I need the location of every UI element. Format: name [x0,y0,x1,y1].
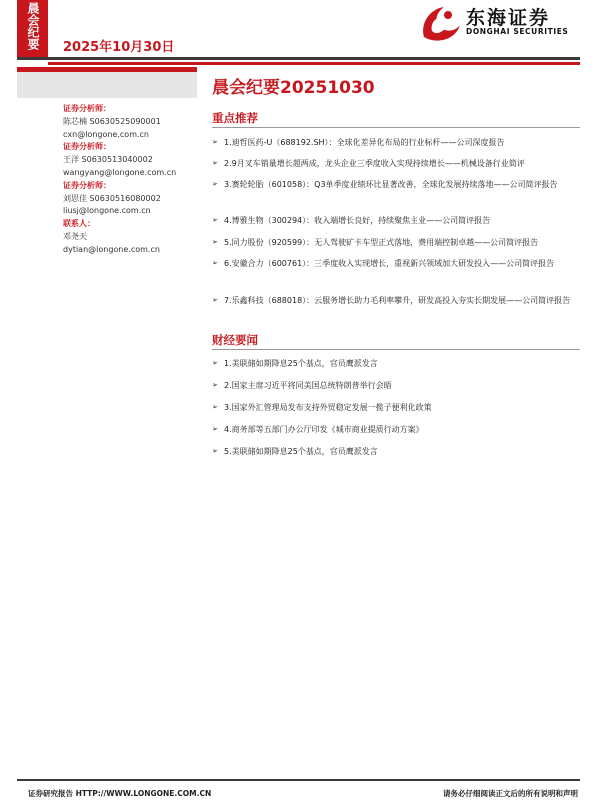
recommend-item-text: 2.9月叉车销量增长超两成，龙头企业三季度收入实现持续增长——机械设备行业简评 [224,159,525,168]
analyst-email: cxn@longone.com.cn [63,129,149,139]
logo-cn-text: 东海证券 [466,7,551,29]
analyst-label: 证券分析师： [63,142,111,152]
section-divider [212,349,580,350]
contact-name: 邓尧天 [63,231,87,241]
analyst-name-id: 陈芯楠 S0630525090001 [63,116,161,126]
analyst-entry [63,103,176,141]
recommend-item-text: 6.安徽合力（600761）：三季度收入实现增长，重视新兴领域加大研发投入——公司简评报告 [224,259,555,268]
bullet-arrow-icon: ➢ [212,296,218,304]
side-tab-label: 晨会纪要 [26,2,40,50]
analyst-email: liusj@longone.com.cn [63,206,151,216]
footer-left[interactable]: 证券研究报告 HTTP://WWW.LONGONE.COM.CN [28,789,212,798]
recommend-item-text: 3.赛轮轮胎（601058）：Q3单季度业绩环比显著改善，全球化发展持续落地——公司简评报告 [224,180,558,189]
recommend-item-text: 7.乐鑫科技（688018）：云服务增长助力毛利率攀升，研发高投入夯实长期发展——公司简评报告 [224,296,571,305]
analyst-name-id: 王洋 S0630513040002 [63,155,153,165]
bullet-arrow-icon: ➢ [212,425,218,433]
section-title-news: 财经要闻 [212,333,258,347]
news-item-text: 1.美联储如期降息25个基点，官员鹰派发言 [224,359,378,368]
recommend-item[interactable] [212,178,580,191]
bullet-arrow-icon: ➢ [212,447,218,455]
recommend-item[interactable] [212,236,580,249]
contact-entry [63,218,176,256]
news-item[interactable] [212,357,580,370]
recommend-item[interactable] [212,214,580,227]
recommend-item-text: 1.迪哲医药-U（688192.SH）：全球化差异化布局的行业标杆——公司深度报告 [224,138,505,147]
news-item-text: 2.国家主席习近平将同美国总统特朗普举行会晤 [224,381,392,390]
recommend-item[interactable] [212,136,580,149]
contact-label: 联系人： [63,219,95,229]
header-rule-red [48,62,580,65]
bullet-arrow-icon: ➢ [212,259,218,267]
news-item[interactable] [212,423,580,436]
bullet-arrow-icon: ➢ [212,138,218,146]
news-item[interactable] [212,401,580,414]
analyst-label: 证券分析师： [63,104,111,113]
logo-en-text: DONGHAI SECURITIES [466,27,569,36]
news-item-text: 4.商务部等五部门办公厅印发《城市商业提质行动方案》 [224,425,424,434]
bullet-arrow-icon: ➢ [212,403,218,411]
bullet-arrow-icon: ➢ [212,180,218,188]
bullet-arrow-icon: ➢ [212,216,218,224]
analyst-email: wangyang@longone.com.cn [63,167,177,177]
recommend-item[interactable] [212,294,580,307]
section-title-recommend: 重点推荐 [212,111,258,125]
analyst-name-id: 刘思佳 S0630516080002 [63,193,161,203]
recommend-item[interactable] [212,257,580,270]
news-item[interactable] [212,379,580,392]
news-item-text: 5.美联储如期降息25个基点，官员鹰派发言 [224,447,378,456]
recommend-item-text: 5.同力股份（920599）：无人驾驶矿卡车型正式落地，费用端控制卓越——公司简评报告 [224,238,539,247]
report-date: 2025年10月30日 [63,40,175,55]
contact-email: dytian@longone.com.cn [63,244,160,254]
bullet-arrow-icon: ➢ [212,238,218,246]
wave-logo-icon [418,1,462,45]
analyst-entry [63,141,176,179]
footer-disclaimer: 请务必仔细阅读正文后的所有说明和声明 [443,789,578,798]
page-title: 晨会纪要20251030 [212,78,375,98]
sidebar-grey-block [17,72,197,98]
news-item[interactable] [212,445,580,458]
analyst-list [63,103,176,257]
bullet-arrow-icon: ➢ [212,359,218,367]
news-item-text: 3.国家外汇管理局发布支持外贸稳定发展一揽子便利化政策 [224,403,432,412]
header-rule [17,57,580,60]
bullet-arrow-icon: ➢ [212,159,218,167]
side-tab [17,0,48,60]
section-divider [212,127,580,128]
footer-rule [17,779,580,781]
recommend-item[interactable] [212,157,580,170]
bullet-arrow-icon: ➢ [212,381,218,389]
analyst-entry [63,180,176,218]
recommend-item-text: 4.博雅生物（300294）：收入端增长良好，持续聚焦主业——公司简评报告 [224,216,491,225]
analyst-label: 证券分析师： [63,180,111,190]
company-logo [418,1,590,45]
